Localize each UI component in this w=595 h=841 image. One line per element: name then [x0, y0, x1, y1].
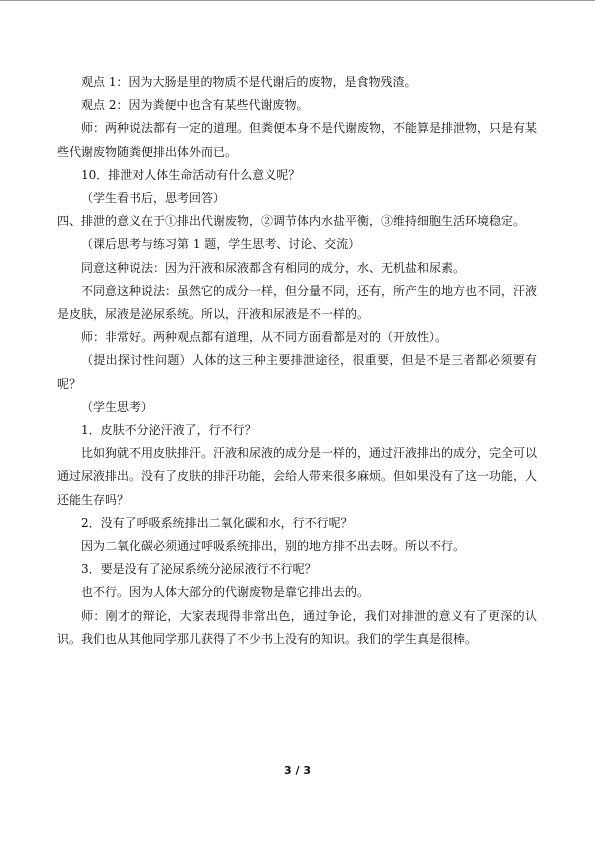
section-heading-significance: 四、排泄的意义在于①排出代谢废物，②调节体内水盐平衡，③维持细胞生活环境稳定。	[57, 214, 526, 229]
paragraph-question-1: 1．皮肤不分泌汗液了，行不行？	[81, 423, 257, 438]
paragraph-viewpoint-2: 观点 2：因为粪便中也含有某些代谢废物。	[81, 98, 309, 113]
paragraph-question-10: 10．排泄对人体生命活动有什么意义呢？	[81, 167, 301, 182]
document-body	[57, 71, 537, 651]
paragraph-answer-2: 因为二氧化碳必须通过呼吸系统排出，别的地方排不出去呀。所以不行。	[81, 539, 466, 554]
page-number: 3 / 3	[284, 764, 311, 777]
paragraph-viewpoint-1: 观点 1：因为大肠是里的物质不是代谢后的废物，是食物残渣。	[81, 75, 417, 89]
paragraph-teacher-summary: 师：刚才的辩论，大家表现得非常出色，通过争论，我们对排泄的意义有了更深的认识。我们也从其他同学那儿获得了不少书上没有的知识。我们的学生真是很棒。	[57, 608, 537, 646]
paragraph-question-2: 2．没有了呼吸系统排出二氧化碳和水，行不行呢？	[81, 515, 353, 530]
paragraph-teacher-comment-1: 师：两种说法都有一定的道理。但粪便本身不是代谢废物，不能算是排泄物，只是有某些代谢废物随粪便排出体外而已。	[57, 121, 538, 159]
paragraph-question-3: 3．要是没有了泌尿系统分泌尿液行不行呢？	[81, 562, 317, 577]
header-rule	[0, 0, 595, 1]
paragraph-discussion-question: （提出探讨性问题）人体的这三种主要排泄途径，很重要，但是不是三者都必须要有呢？	[57, 353, 537, 391]
paragraph-disagree: 不同意这种说法：虽然它的成分一样，但分量不同，还有，所产生的地方也不同，汗液是皮肤，尿液是泌尿系统。所以，汗液和尿液是不一样的。	[57, 283, 538, 322]
paragraph-teacher-comment-2: 师：非常好。两种观点都有道理，从不同方面看都是对的（开放性）。	[81, 330, 448, 345]
paragraph-agree: 同意这种说法：因为汗液和尿液都含有相同的成分，水、无机盐和尿素。	[81, 260, 466, 275]
paragraph-student-thinking: （学生思考）	[81, 399, 154, 414]
paragraph-student-reading: （学生看书后，思考回答）	[81, 191, 226, 206]
paragraph-exercise-note: （课后思考与练习第 1 题，学生思考、讨论、交流）	[81, 237, 361, 252]
paragraph-answer-1: 比如狗就不用皮肤排汗。汗液和尿液的成分是一样的，通过汗液排出的成分，完全可以通过尿液排出。没有了皮肤的排汗功能，会给人带来很多麻烦。但如果没有了这一功能，人还能生存吗？	[57, 446, 538, 507]
paragraph-answer-3: 也不行。因为人体大部分的代谢废物是靠它排出去的。	[81, 585, 370, 600]
